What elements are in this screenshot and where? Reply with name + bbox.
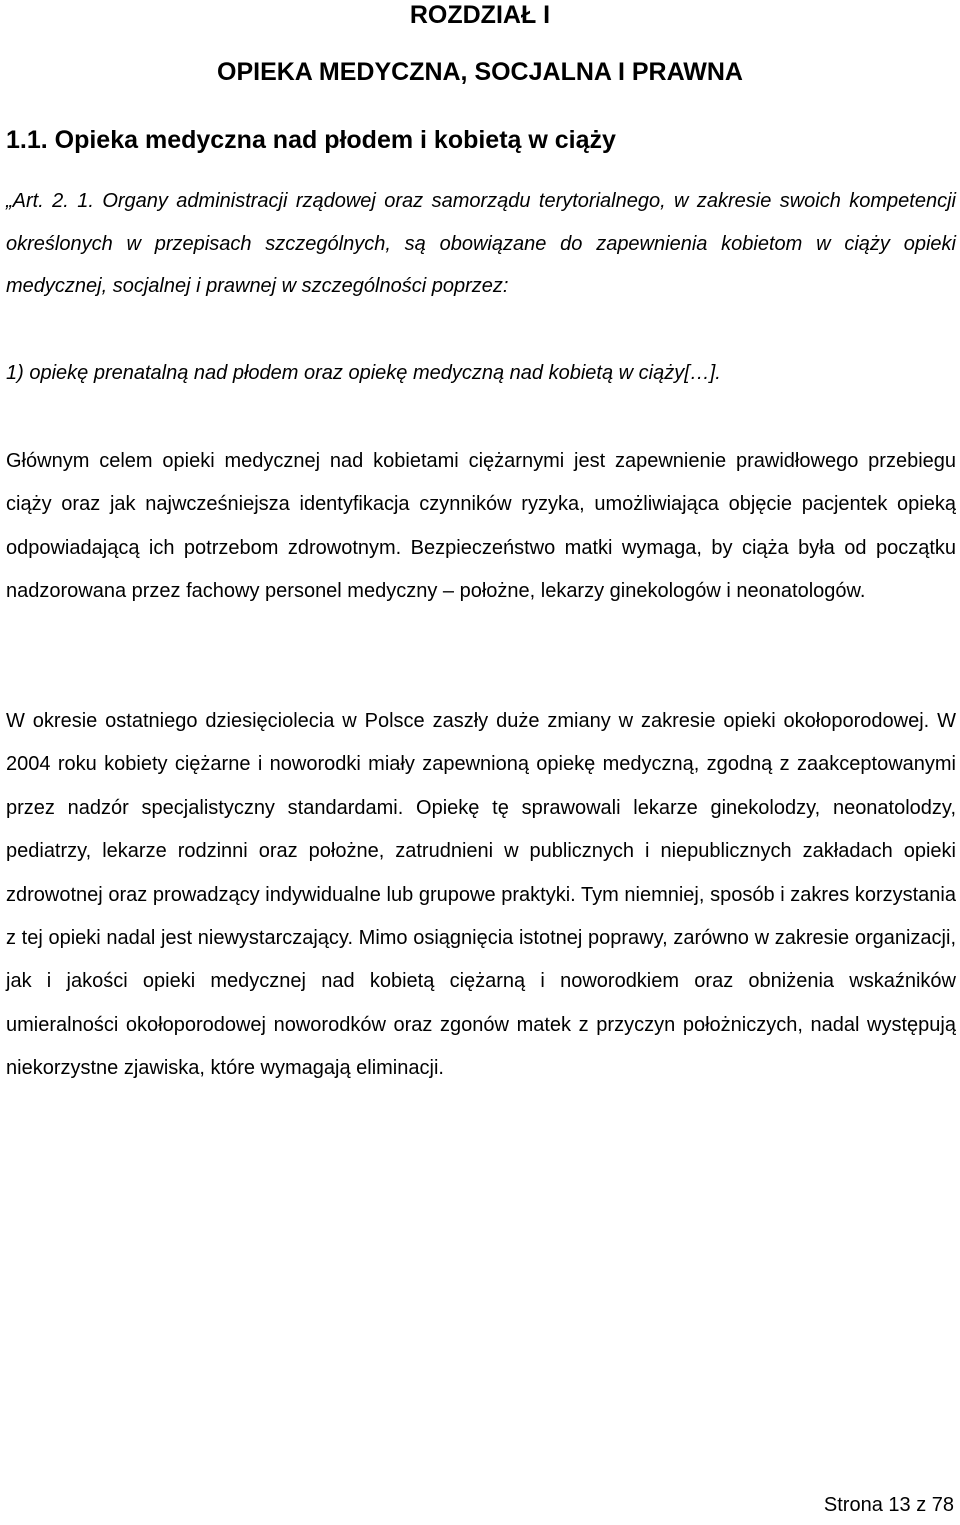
chapter-label: ROZDZIAŁ I	[409, 1, 551, 29]
page-number: Strona 13 z 78	[823, 1494, 954, 1516]
legal-quote: „Art. 2. 1. Organy administracji rządowej oraz samorządu terytorialnego, w zakresie swoich kompetencji określonych w przepisach szczególnych, są obowiązane do zapewnienia kobietom w ciąży opieki medycznej, socjalnej i prawnej w szczególności poprzez:	[6, 190, 956, 298]
body-paragraph-1: Głównym celem opieki medycznej nad kobietami ciężarnymi jest zapewnienie prawidłowego przebiegu ciąży oraz jak najwcześniejsza identyfikacja czynników ryzyka, umożliwiająca objęcie pacjentek opieką odpowiadającą ich potrzebom zdrowotnym. Bezpieczeństwo matki wymaga, by ciąża była od początku nadzorowana przez fachowy personel medyczny – położne, lekarzy ginekologów i neonatologów.	[6, 450, 956, 603]
legal-quote-item: 1) opiekę prenatalną nad płodem oraz opiekę medyczną nad kobietą w ciąży[…].	[6, 362, 721, 384]
body-paragraph-2: W okresie ostatniego dziesięciolecia w Polsce zaszły duże zmiany w zakresie opieki okołoporodowej. W 2004 roku kobiety ciężarne i noworodki miały zapewnioną opiekę medyczną, zgodną z zaakceptowanymi przez nadzór specjalistyczny standardami. Opiekę tę sprawowali lekarze ginekolodzy, neonatolodzy, pediatrzy, lekarze rodzinni oraz położne, zatrudnieni w publicznych i niepublicznych zakładach opieki zdrowotnej oraz prowadzący indywidualne lub grupowe praktyki. Tym niemniej, sposób i zakres korzystania z tej opieki nadal jest niewystarczający. Mimo osiągnięcia istotnej poprawy, zarówno w zakresie organizacji, jak i jakości opieki medycznej nad kobietą ciężarną i noworodkiem oraz obniżenia wskaźników umieralności okołoporodowej noworodków oraz zgonów matek z przyczyn położniczych, nadal występują niekorzystne zjawiska, które wymagają eliminacji.	[6, 710, 956, 1080]
chapter-title: OPIEKA MEDYCZNA, SOCJALNA I PRAWNA	[217, 58, 743, 86]
section-title: 1.1. Opieka medyczna nad płodem i kobietą w ciąży	[6, 126, 616, 154]
